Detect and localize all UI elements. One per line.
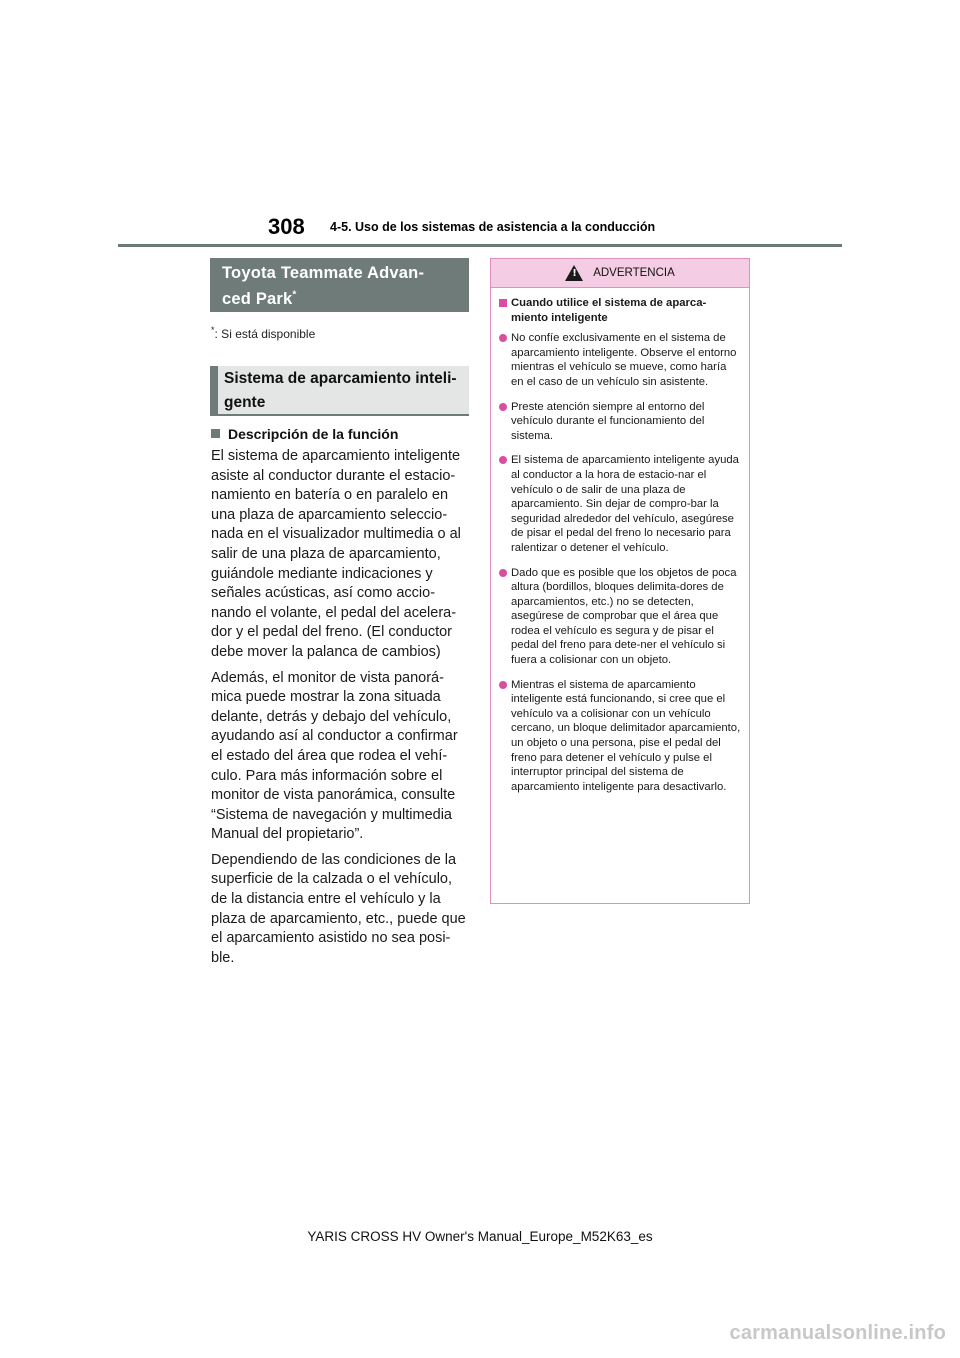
warning-item	[499, 678, 741, 795]
warning-content	[491, 288, 749, 794]
feature-title-line2: ced Park	[222, 290, 293, 308]
page-number: 308	[268, 214, 305, 239]
warning-header	[491, 259, 749, 288]
circle-bullet-icon	[499, 403, 507, 411]
warning-item	[499, 331, 741, 389]
warning-item-text: El sistema de aparcamiento inteligente ayuda al conductor a la hora de estacio-nar el vehículo o de salir de una plaza de aparcamiento. Sin dejar de compro-bar la seguridad alrededor del vehículo, asegúrese de pisar el pedal del freno lo necesario para ralentizar o detener el vehículo.	[511, 454, 739, 554]
watermark: carmanualsonline.info	[729, 1322, 946, 1344]
warning-triangle-icon	[565, 265, 583, 281]
circle-bullet-icon	[499, 456, 507, 464]
footnote-marker: *	[211, 325, 215, 335]
feature-title-box	[210, 258, 469, 312]
system-subtitle-line2: gente	[224, 394, 266, 411]
warning-subheading	[499, 296, 741, 325]
warning-item-text: Preste atención siempre al entorno del vehículo durante el funcionamiento del sistema.	[511, 400, 705, 442]
header-rule	[118, 244, 842, 247]
footnote-text: : Si está disponible	[214, 327, 316, 341]
warning-item	[499, 453, 741, 555]
warning-item-text: Dado que es posible que los objetos de poca altura (bordillos, bloques delimita-dores de aparcamientos, etc.) no se detecten, asegúrese de comprobar que el área que rodea el vehículo es segura y de pisar el pedal del freno para dete-ner el vehículo si fuera a colisionar con un objeto.	[511, 566, 737, 667]
system-subtitle-box	[210, 366, 469, 416]
footnote	[211, 325, 315, 341]
feature-title-line1: Toyota Teammate Advan-	[222, 264, 425, 282]
function-heading	[211, 426, 398, 442]
warning-box	[490, 258, 750, 904]
body-paragraph: El sistema de aparcamiento inteligente asiste al conductor durante el estacio-namiento en batería o en paralelo en una plaza de aparcamiento seleccio-nada en el visualizador multimedia o al salir de una plaza de aparcamiento, guiándole mediante indicaciones y señales acústicas, así como accio-nando el volante, el pedal del acelera-dor y el pedal del freno. (El conductor debe mover la palanca de cambios)	[211, 448, 461, 660]
function-heading-text: Descripción de la función	[228, 426, 399, 442]
circle-bullet-icon	[499, 681, 507, 689]
section-header: 4-5. Uso de los sistemas de asistencia a la conducción	[330, 220, 656, 234]
warning-item-text: No confíe exclusivamente en el sistema de aparcamiento inteligente. Observe el entorno mientras el vehículo se mueve, como haría en el caso de un vehículo sin asistente.	[511, 332, 737, 388]
feature-title-marker: *	[292, 289, 297, 301]
body-paragraph: Dependiendo de las condiciones de la superficie de la calzada o el vehículo, de la distancia entre el vehículo y la plaza de aparcamiento, etc., puede que el aparcamiento asistido no sea posi-ble.	[211, 851, 466, 966]
function-description	[211, 447, 469, 974]
circle-bullet-icon	[499, 334, 507, 342]
warning-item	[499, 400, 741, 444]
system-subtitle-line1: Sistema de aparcamiento inteli-	[224, 370, 457, 387]
square-bullet-icon	[499, 299, 507, 307]
footer-text: YARIS CROSS HV Owner's Manual_Europe_M52K63_es	[307, 1229, 653, 1244]
warning-subheading-text: Cuando utilice el sistema de aparca-miento inteligente	[511, 297, 707, 324]
warning-item	[499, 566, 741, 668]
circle-bullet-icon	[499, 569, 507, 577]
square-bullet-icon	[211, 429, 220, 438]
warning-title: ADVERTENCIA	[593, 267, 675, 279]
body-paragraph: Además, el monitor de vista panorá-mica puede mostrar la zona situada delante, detrás y debajo del vehículo, ayudando así al conductor a confirmar el estado del área que rodea el vehí-culo. Para más información sobre el monitor de vista panorámica, consulte “Sistema de navegación y multimedia Manual del propietario”.	[211, 669, 458, 843]
warning-item-text: Mientras el sistema de aparcamiento inteligente está funcionando, si cree que el vehículo va a colisionar con un vehículo cercano, un bloque delimitador aparcamiento, un objeto o una persona, pise el pedal del freno para detener el vehículo y pulse el interruptor principal del sistema de aparcamiento inteligente para desactivarlo.	[511, 678, 741, 793]
